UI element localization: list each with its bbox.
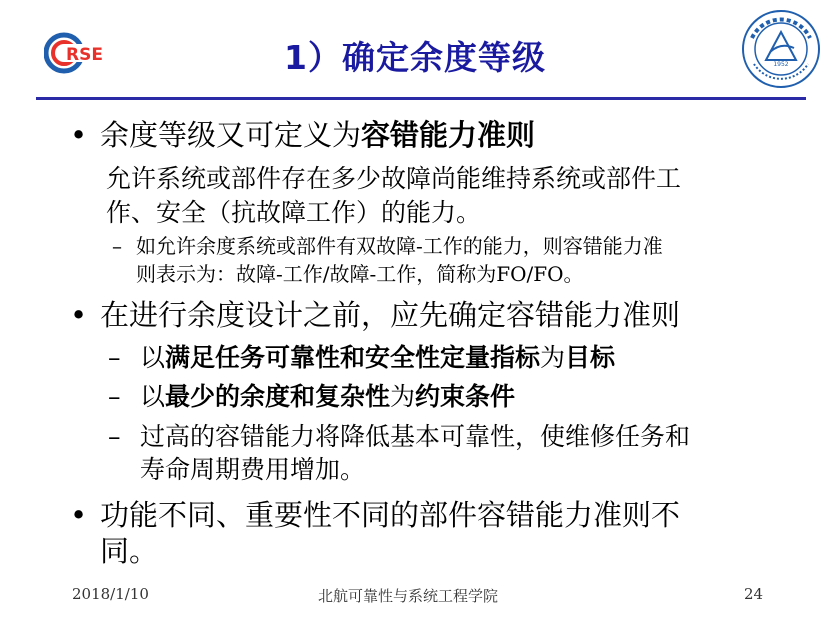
bullet-2-sub-2: – 以最少的余度和复杂性为约束条件 — [108, 382, 516, 411]
bullet-3-line2: 同。 — [100, 534, 159, 568]
header-divider — [36, 97, 806, 100]
bullet-2: • 在进行余度设计之前，应先确定容错能力准则 — [70, 298, 681, 332]
svg-text:1952: 1952 — [773, 61, 789, 68]
university-seal — [740, 8, 822, 94]
bullet-3-line1: • 功能不同、重要性不同的部件容错能力准则不 — [70, 498, 681, 532]
bullet-2-sub-1: – 以满足任务可靠性和安全性定量指标为目标 — [108, 343, 616, 372]
bullet-1-sub-line1: – 如允许余度系统或部件有双故障-工作的能力，则容错能力准 — [112, 234, 663, 258]
rse-logo-text: RSE — [66, 45, 103, 65]
footer-date: 2018/1/10 — [72, 585, 149, 603]
bullet-2-sub-3-line2: 寿命周期费用增加。 — [140, 455, 366, 484]
page-number: 24 — [744, 585, 764, 603]
bullet-1-desc-line2: 作、安全（抗故障工作）的能力。 — [106, 198, 482, 227]
footer-org: 北航可靠性与系统工程学院 — [318, 587, 499, 605]
bullet-2-sub-3-line1: – 过高的容错能力将降低基本可靠性，使维修任务和 — [108, 422, 691, 451]
bullet-1: • 余度等级又可定义为容错能力准则 — [70, 118, 536, 152]
bullet-1-sub-line2: 则表示为：故障-工作/故障-工作，简称为FO/FO。 — [136, 262, 584, 286]
page-title: 1）确定余度等级 — [284, 38, 546, 77]
bullet-1-desc-line1: 允许系统或部件存在多少故障尚能维持系统或部件工 — [106, 164, 682, 193]
slide-header — [0, 0, 830, 100]
